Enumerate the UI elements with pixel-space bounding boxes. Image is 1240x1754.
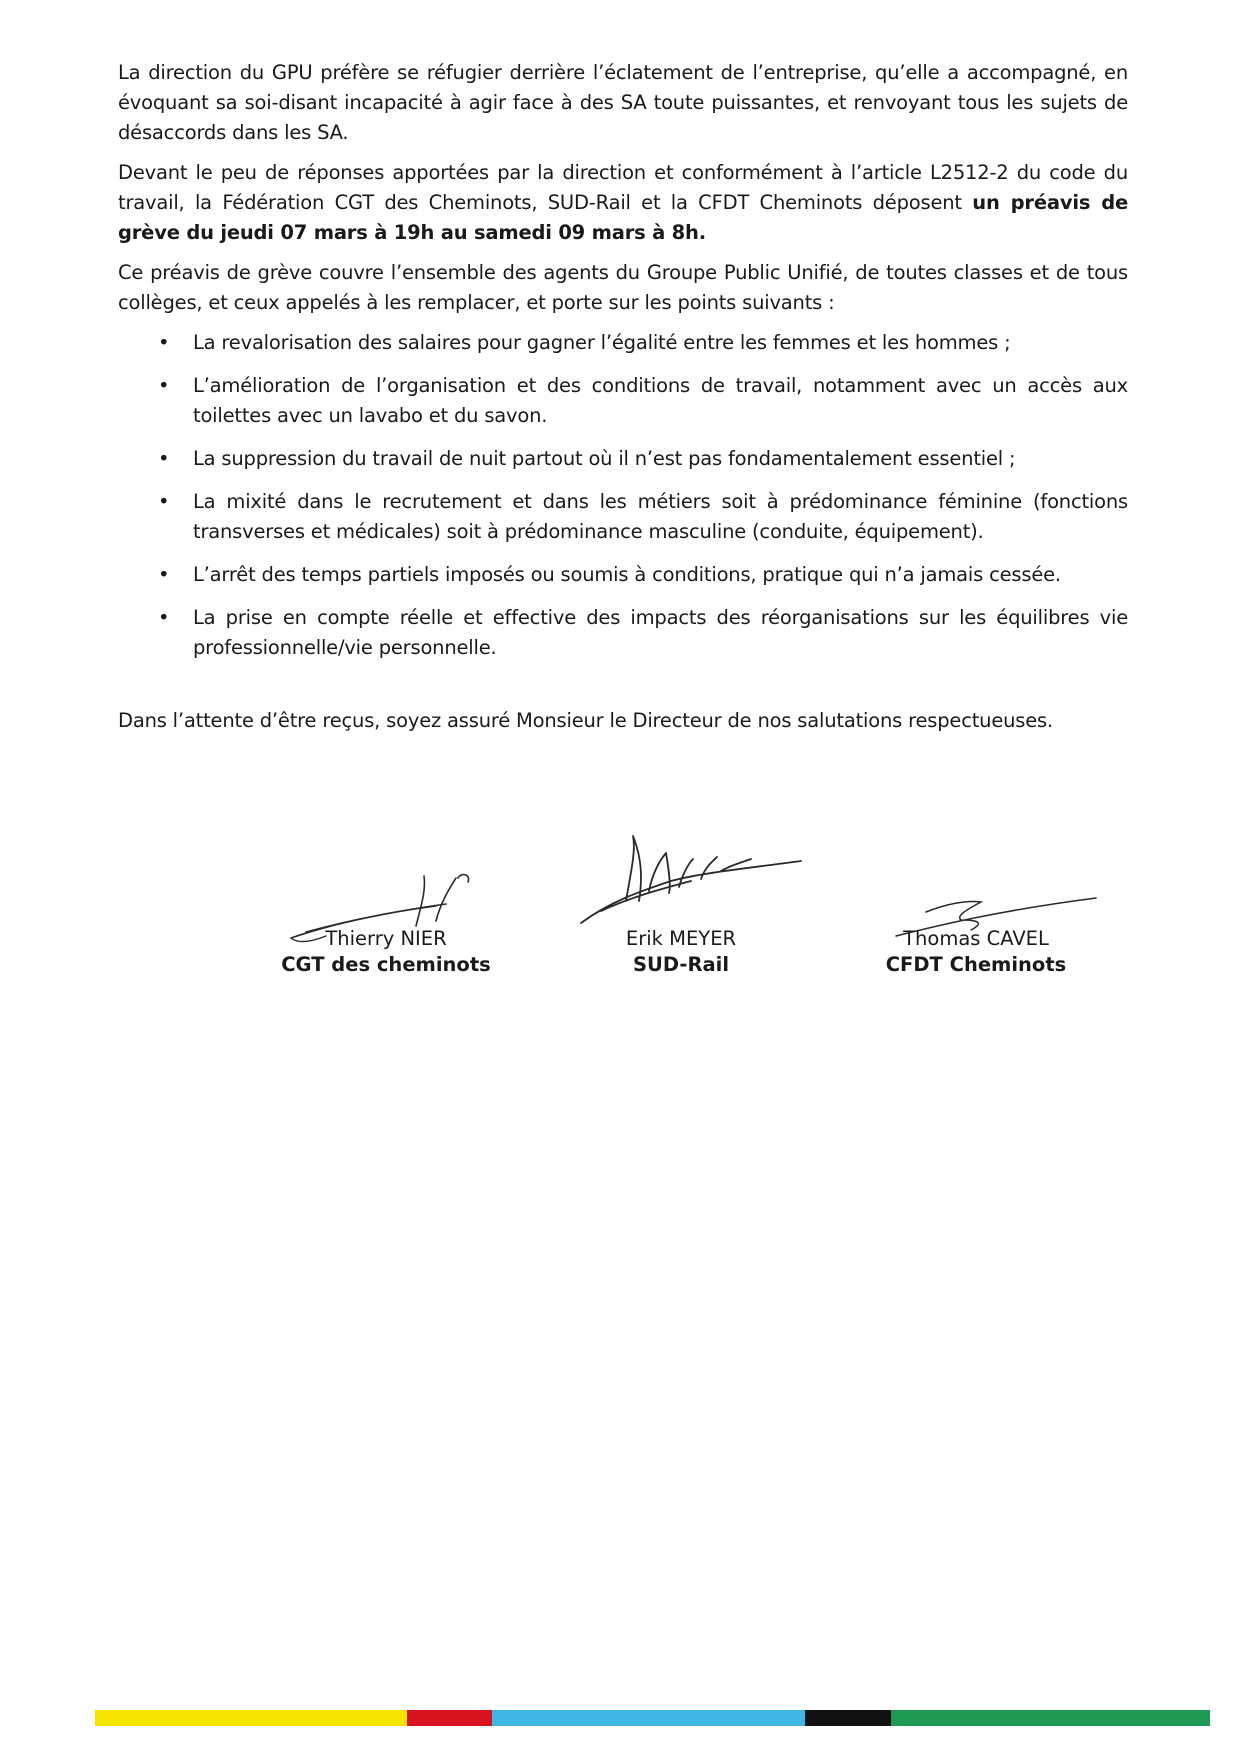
list-item — [118, 371, 1128, 431]
letter-body — [118, 58, 1128, 746]
bullet-icon: • — [158, 563, 170, 586]
list-item — [118, 487, 1128, 547]
signature-block-cfdt — [826, 926, 1126, 978]
handwritten-signature-icon — [571, 831, 811, 931]
list-item — [118, 444, 1128, 474]
bullet-icon: • — [158, 331, 170, 354]
signature-block-sud — [531, 926, 831, 978]
demands-list — [118, 328, 1128, 663]
strike-notice-text: Devant le peu de réponses apportées par la direction et conformément à l’article L2512-2 du code du travail, la Fédération CGT des Cheminots, SUD-Rail et la CFDT Cheminots déposent — [118, 161, 1128, 214]
signatory-organization: CFDT Cheminots — [885, 953, 1067, 976]
list-item-text: La revalorisation des salaires pour gagner l’égalité entre les femmes et les hommes ; — [193, 331, 1011, 354]
footer-color-bar — [95, 1710, 1210, 1726]
color-bar-red — [407, 1710, 492, 1726]
signatory-name: Erik MEYER — [625, 927, 737, 950]
color-bar-black — [805, 1710, 891, 1726]
color-bar-yellow — [95, 1710, 407, 1726]
bullet-icon: • — [158, 447, 170, 470]
color-bar-blue — [492, 1710, 805, 1726]
list-item-text: La suppression du travail de nuit partout où il n’est pas fondamentalement essentiel ; — [193, 447, 1016, 470]
signature-block-cgt — [236, 926, 536, 978]
list-item — [118, 560, 1128, 590]
strike-notice-dates: un préavis de grève du jeudi 07 mars à 19h au samedi 09 mars à 8h. — [118, 191, 1129, 244]
list-item-text: L’amélioration de l’organisation et des conditions de travail, notamment avec un accès aux toilettes avec un lavabo et du savon. — [193, 374, 1128, 427]
signatory-organization: CGT des cheminots — [281, 953, 491, 976]
list-item — [118, 603, 1128, 663]
list-item-text: L’arrêt des temps partiels imposés ou soumis à conditions, pratique qui n’a jamais cessée. — [193, 563, 1061, 586]
bullet-icon: • — [158, 374, 170, 397]
handwritten-signature-icon — [286, 866, 506, 946]
handwritten-signature-icon — [886, 886, 1106, 946]
signatory-name: Thomas CAVEL — [903, 927, 1049, 950]
signatory-name: Thierry NIER — [325, 927, 447, 950]
paragraph-coverage: Ce préavis de grève couvre l’ensemble des agents du Groupe Public Unifié, de toutes classes et de tous collèges, et ceux appelés à les remplacer, et porte sur les points suivants : — [118, 261, 1128, 314]
list-item — [118, 328, 1128, 358]
paragraph-gpu-direction: La direction du GPU préfère se réfugier derrière l’éclatement de l’entreprise, qu’elle a accompagné, en évoquant sa soi-disant incapacité à agir face à des SA toute puissantes, et renvoyant tous les sujets de désaccords dans les SA. — [118, 61, 1128, 144]
list-item-text: La prise en compte réelle et effective des impacts des réorganisations sur les équilibres vie professionnelle/vie personnelle. — [193, 606, 1128, 659]
paragraph-strike-notice — [118, 158, 1128, 248]
signatory-organization: SUD-Rail — [632, 953, 730, 976]
color-bar-green — [891, 1710, 1210, 1726]
list-item-text: La mixité dans le recrutement et dans les métiers soit à prédominance féminine (fonctions transverses et médicales) soit à prédominance masculine (conduite, équipement). — [193, 490, 1128, 543]
bullet-icon: • — [158, 606, 170, 629]
bullet-icon: • — [158, 490, 170, 513]
closing-salutation: Dans l’attente d’être reçus, soyez assuré Monsieur le Directeur de nos salutations respectueuses. — [118, 709, 1053, 732]
